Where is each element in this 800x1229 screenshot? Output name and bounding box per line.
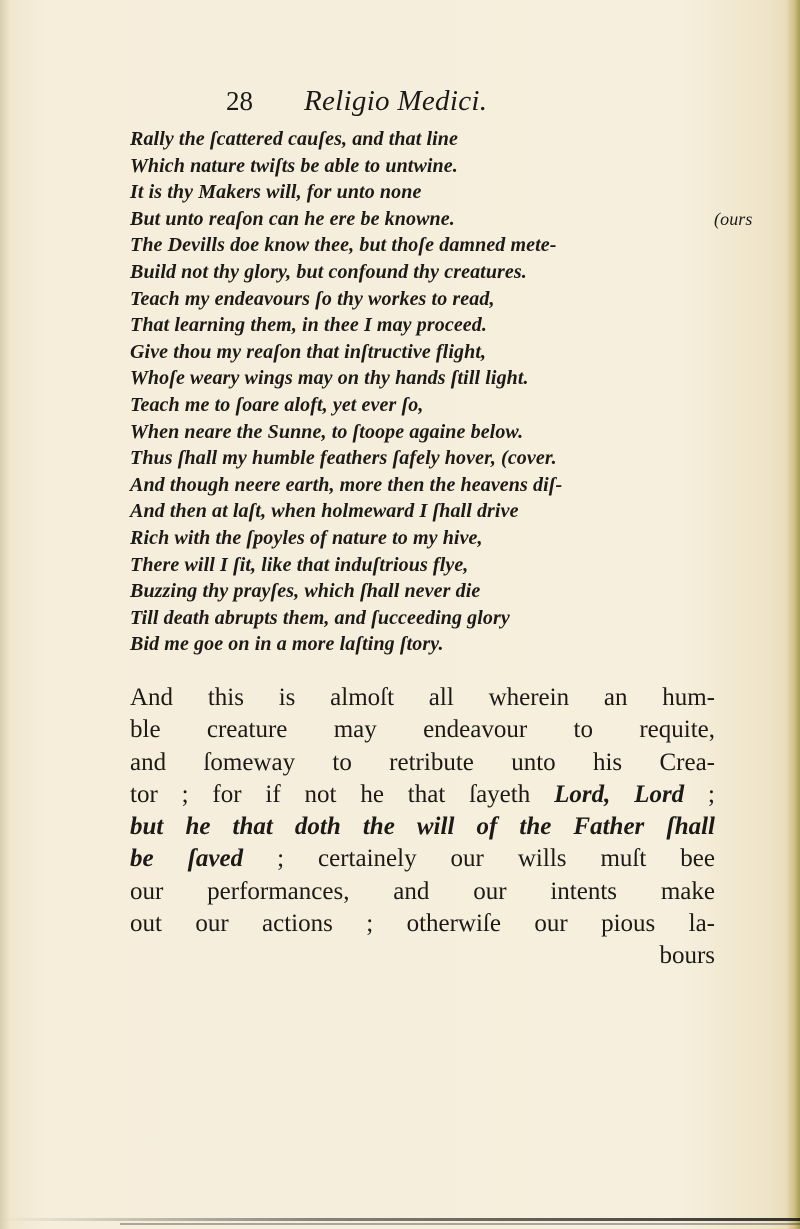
prose-text: ; — [684, 780, 715, 808]
verse-line: Rich with the ſpoyles of nature to my hive, — [130, 526, 483, 549]
verse-line: But unto reaſon can he ere be knowne. (ours — [130, 206, 730, 233]
verse-line: Buzzing thy prayſes, which ſhall never die — [130, 580, 481, 603]
verse-line: Rally the ſcattered cauſes, and that line — [130, 128, 458, 150]
verse-line: That learning them, in thee I may proceed. — [130, 314, 487, 337]
prose-line: And this is almoſt all wherein an hum- — [130, 684, 715, 711]
verse-line: Till death abrupts them, and ſucceeding glory — [130, 606, 510, 629]
verse-line: Whoſe weary wings may on thy hands ſtill light. — [130, 367, 529, 390]
verse-line: Teach me to ſoare aloft, yet ever ſo, — [130, 393, 424, 416]
page-right-edge — [786, 0, 800, 1229]
prose-block — [130, 682, 715, 973]
prose-line: ble creature may endeavour to requite, — [130, 716, 715, 744]
verse-line: Which nature twiſts be able to untwine. — [130, 154, 458, 177]
prose-italic-text: be ſaved — [130, 845, 244, 873]
verse-line: It is thy Makers will, for unto none — [130, 181, 422, 204]
verse-line: Give thou my reaſon that inſtructive flight, — [130, 340, 487, 363]
verse-line: And then at laſt, when holmeward I ſhall drive — [130, 500, 519, 523]
catchword: bours — [659, 942, 715, 970]
verse-line: Thus ſhall my humble feathers ſafely hover, (cover. — [130, 447, 557, 470]
verse-line: And though neere earth, more then the heavens diſ- — [130, 473, 563, 496]
page-bottom-edge-shadow — [120, 1223, 800, 1225]
page-number: 28 — [226, 86, 253, 116]
prose-text: tor ; for if not he that ſayeth — [130, 780, 555, 808]
verse-line: When neare the Sunne, to ſtoope againe below. — [130, 420, 524, 443]
prose-text: ; certainely our wills muſt bee — [243, 845, 715, 873]
page-bottom-edge — [0, 1218, 800, 1221]
verse-line: There will I ſit, like that induſtrious flye, — [130, 553, 469, 576]
verse-line: Teach my endeavours ſo thy workes to read, — [130, 287, 495, 310]
verse-block — [130, 126, 753, 658]
verse-line: Build not thy glory, but confound thy creatures. — [130, 260, 527, 283]
prose-italic-text: Lord, Lord — [554, 780, 685, 808]
prose-line: and ſomeway to retribute unto his Crea- — [130, 748, 715, 776]
verse-turnover: (ours — [714, 208, 753, 229]
prose-line: out our actions ; otherwiſe our pious la- — [130, 910, 715, 938]
verse-line: The Devills doe know thee, but thoſe damned mete- — [130, 234, 557, 257]
running-title: Religio Medici. — [304, 85, 488, 117]
prose-line: our performances, and our intents make — [130, 877, 715, 905]
running-header — [226, 84, 686, 120]
page-left-shadow — [0, 0, 10, 1229]
verse-line: Bid me goe on in a more laſting ſtory. — [130, 633, 444, 656]
prose-line — [130, 779, 715, 811]
prose-line — [130, 843, 715, 875]
prose-line: but he that doth the will of the Father ſhall — [130, 813, 715, 841]
